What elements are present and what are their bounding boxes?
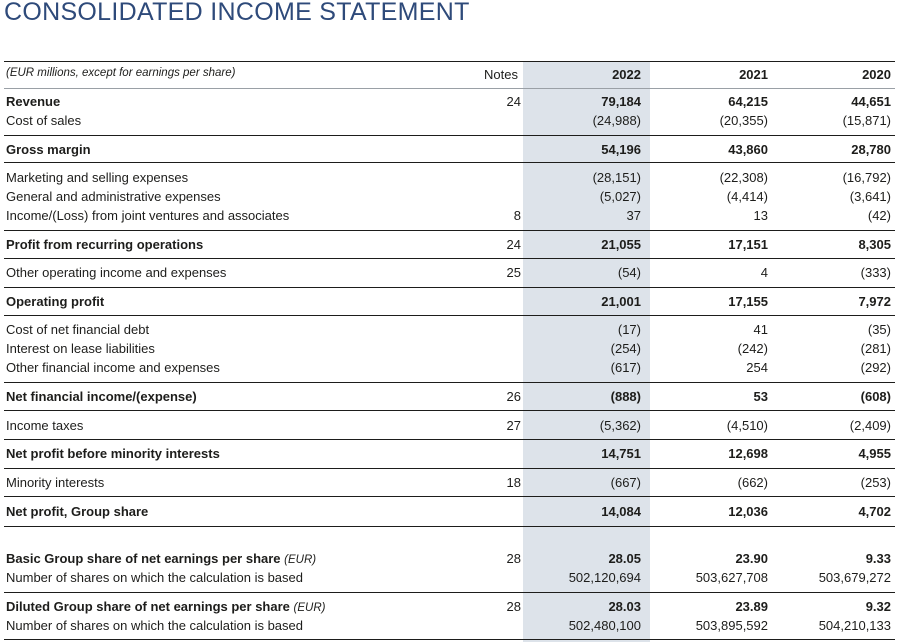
row-note: 24: [506, 237, 521, 252]
value-2022: (617): [610, 360, 641, 375]
row-label: Revenue: [6, 94, 61, 109]
divider: [4, 315, 895, 316]
value-2022: (17): [617, 322, 641, 337]
value-2020: (253): [860, 475, 891, 490]
divider: [4, 639, 895, 640]
row-label: [6, 551, 316, 566]
divider: [4, 162, 895, 163]
table-row-joint-ventures: [4, 208, 895, 227]
row-note: 18: [506, 475, 521, 490]
row-label: Operating profit: [6, 294, 105, 309]
value-2022: (254): [610, 341, 641, 356]
row-label-text: Diluted Group share of net earnings per share: [6, 599, 290, 614]
value-2022: (54): [617, 265, 641, 280]
row-label: Minority interests: [6, 475, 105, 490]
table-row-basic-eps: [4, 551, 895, 570]
year-2021-header: 2021: [739, 67, 768, 82]
value-2022: (5,362): [599, 418, 641, 433]
year-2020-header: 2020: [862, 67, 891, 82]
value-2020: (42): [867, 208, 891, 223]
value-2022: (5,027): [599, 189, 641, 204]
table-row-basic-shares: [4, 570, 895, 589]
table-row-other-financial: [4, 360, 895, 379]
table-row-gross-margin: [4, 142, 895, 161]
divider: [4, 468, 895, 469]
value-2021: (662): [737, 475, 768, 490]
divider: [4, 287, 895, 288]
table-row-cost-net-debt: [4, 322, 895, 341]
value-2021: (242): [737, 341, 768, 356]
value-2020: (15,871): [842, 113, 891, 128]
value-2021: 13: [753, 208, 768, 223]
row-label: Profit from recurring operations: [6, 237, 204, 252]
table-row-minority: [4, 475, 895, 494]
value-2020: 8,305: [858, 237, 891, 252]
value-2022: 21,055: [601, 237, 641, 252]
value-2021: 254: [746, 360, 768, 375]
value-2021: 53: [753, 389, 768, 404]
table-row-net-group-share: [4, 504, 895, 523]
row-note: 25: [506, 265, 521, 280]
divider: [4, 258, 895, 259]
row-note: 28: [506, 551, 521, 566]
value-2021: 17,155: [728, 294, 768, 309]
value-2020: 4,702: [858, 504, 891, 519]
row-label: Net profit, Group share: [6, 504, 149, 519]
value-2020: (35): [867, 322, 891, 337]
value-2020: 9.32: [865, 599, 891, 614]
value-2020: (2,409): [849, 418, 891, 433]
divider: [4, 382, 895, 383]
row-label: Cost of net financial debt: [6, 322, 150, 337]
header-divider: [4, 88, 895, 89]
value-2021: 503,627,708: [695, 570, 768, 585]
value-2021: 41: [753, 322, 768, 337]
value-2020: (3,641): [849, 189, 891, 204]
divider: [4, 439, 895, 440]
row-note: 8: [513, 208, 521, 223]
table-row-lease-interest: [4, 341, 895, 360]
value-2021: 64,215: [728, 94, 768, 109]
value-2020: 28,780: [851, 142, 891, 157]
table-row-marketing: [4, 170, 895, 189]
divider: [4, 592, 895, 593]
row-label: Marketing and selling expenses: [6, 170, 189, 185]
value-2020: 9.33: [865, 551, 891, 566]
row-note: 24: [506, 94, 521, 109]
value-2021: 23.90: [735, 551, 768, 566]
table-row-other-operating: [4, 265, 895, 284]
value-2020: (281): [860, 341, 891, 356]
row-label: Cost of sales: [6, 113, 82, 128]
value-2021: (22,308): [719, 170, 768, 185]
value-2022: 21,001: [601, 294, 641, 309]
top-rule: [4, 61, 895, 62]
year-2022-header: 2022: [612, 67, 641, 82]
table-row-net-financial: [4, 389, 895, 408]
value-2020: (292): [860, 360, 891, 375]
unit-label: (EUR millions, except for earnings per share): [6, 67, 236, 79]
value-2022: 14,084: [601, 504, 641, 519]
value-2021: 17,151: [728, 237, 768, 252]
row-label: Number of shares on which the calculation is based: [6, 618, 303, 633]
table-row-cost-of-sales: [4, 113, 895, 132]
value-2021: (20,355): [719, 113, 768, 128]
value-2020: 7,972: [858, 294, 891, 309]
table-row-revenue: [4, 94, 895, 113]
value-2020: (608): [860, 389, 891, 404]
table-row-diluted-shares: [4, 618, 895, 637]
value-2022: (888): [610, 389, 641, 404]
divider: [4, 135, 895, 136]
value-2020: 4,955: [858, 446, 891, 461]
value-2022: 28.05: [608, 551, 641, 566]
value-2021: 4: [760, 265, 768, 280]
row-note: 28: [506, 599, 521, 614]
value-2021: 43,860: [728, 142, 768, 157]
value-2021: 12,698: [728, 446, 768, 461]
row-label-text: Basic Group share of net earnings per share: [6, 551, 281, 566]
row-label: Gross margin: [6, 142, 91, 157]
row-unit: (EUR): [284, 554, 317, 566]
table-row-general-admin: [4, 189, 895, 208]
value-2022: 502,120,694: [568, 570, 641, 585]
row-label: General and administrative expenses: [6, 189, 221, 204]
row-label: Income taxes: [6, 418, 84, 433]
table-row-income-taxes: [4, 418, 895, 437]
value-2022: 502,480,100: [568, 618, 641, 633]
table-row-diluted-eps: [4, 599, 895, 618]
value-2022: 54,196: [601, 142, 641, 157]
notes-header: Notes: [484, 67, 518, 82]
value-2022: (28,151): [592, 170, 641, 185]
value-2022: 79,184: [601, 94, 641, 109]
value-2022: 14,751: [601, 446, 641, 461]
value-2020: 504,210,133: [818, 618, 891, 633]
value-2022: 28.03: [608, 599, 641, 614]
row-label: Number of shares on which the calculation is based: [6, 570, 303, 585]
page-title: CONSOLIDATED INCOME STATEMENT: [4, 0, 470, 26]
value-2020: (16,792): [842, 170, 891, 185]
value-2021: (4,414): [726, 189, 768, 204]
divider: [4, 410, 895, 411]
divider: [4, 526, 895, 527]
row-label: Income/(Loss) from joint ventures and associates: [6, 208, 290, 223]
value-2021: 12,036: [728, 504, 768, 519]
divider: [4, 496, 895, 497]
value-2022: (24,988): [592, 113, 641, 128]
row-label: Other financial income and expenses: [6, 360, 220, 375]
row-label: [6, 599, 325, 614]
value-2020: 44,651: [851, 94, 891, 109]
row-note: 27: [506, 418, 521, 433]
row-label: Other operating income and expenses: [6, 265, 227, 280]
row-label: Interest on lease liabilities: [6, 341, 155, 356]
value-2021: 503,895,592: [695, 618, 768, 633]
value-2020: (333): [860, 265, 891, 280]
value-2020: 503,679,272: [818, 570, 891, 585]
table-row-recurring-operations: [4, 237, 895, 256]
row-unit: (EUR): [293, 602, 326, 614]
row-label: Net profit before minority interests: [6, 446, 220, 461]
table-row-operating-profit: [4, 294, 895, 313]
divider: [4, 230, 895, 231]
table-row-net-before-minority: [4, 446, 895, 465]
row-note: 26: [506, 389, 521, 404]
value-2021: 23.89: [735, 599, 768, 614]
row-label: Net financial income/(expense): [6, 389, 197, 404]
value-2021: (4,510): [726, 418, 768, 433]
value-2022: (667): [610, 475, 641, 490]
value-2022: 37: [626, 208, 641, 223]
